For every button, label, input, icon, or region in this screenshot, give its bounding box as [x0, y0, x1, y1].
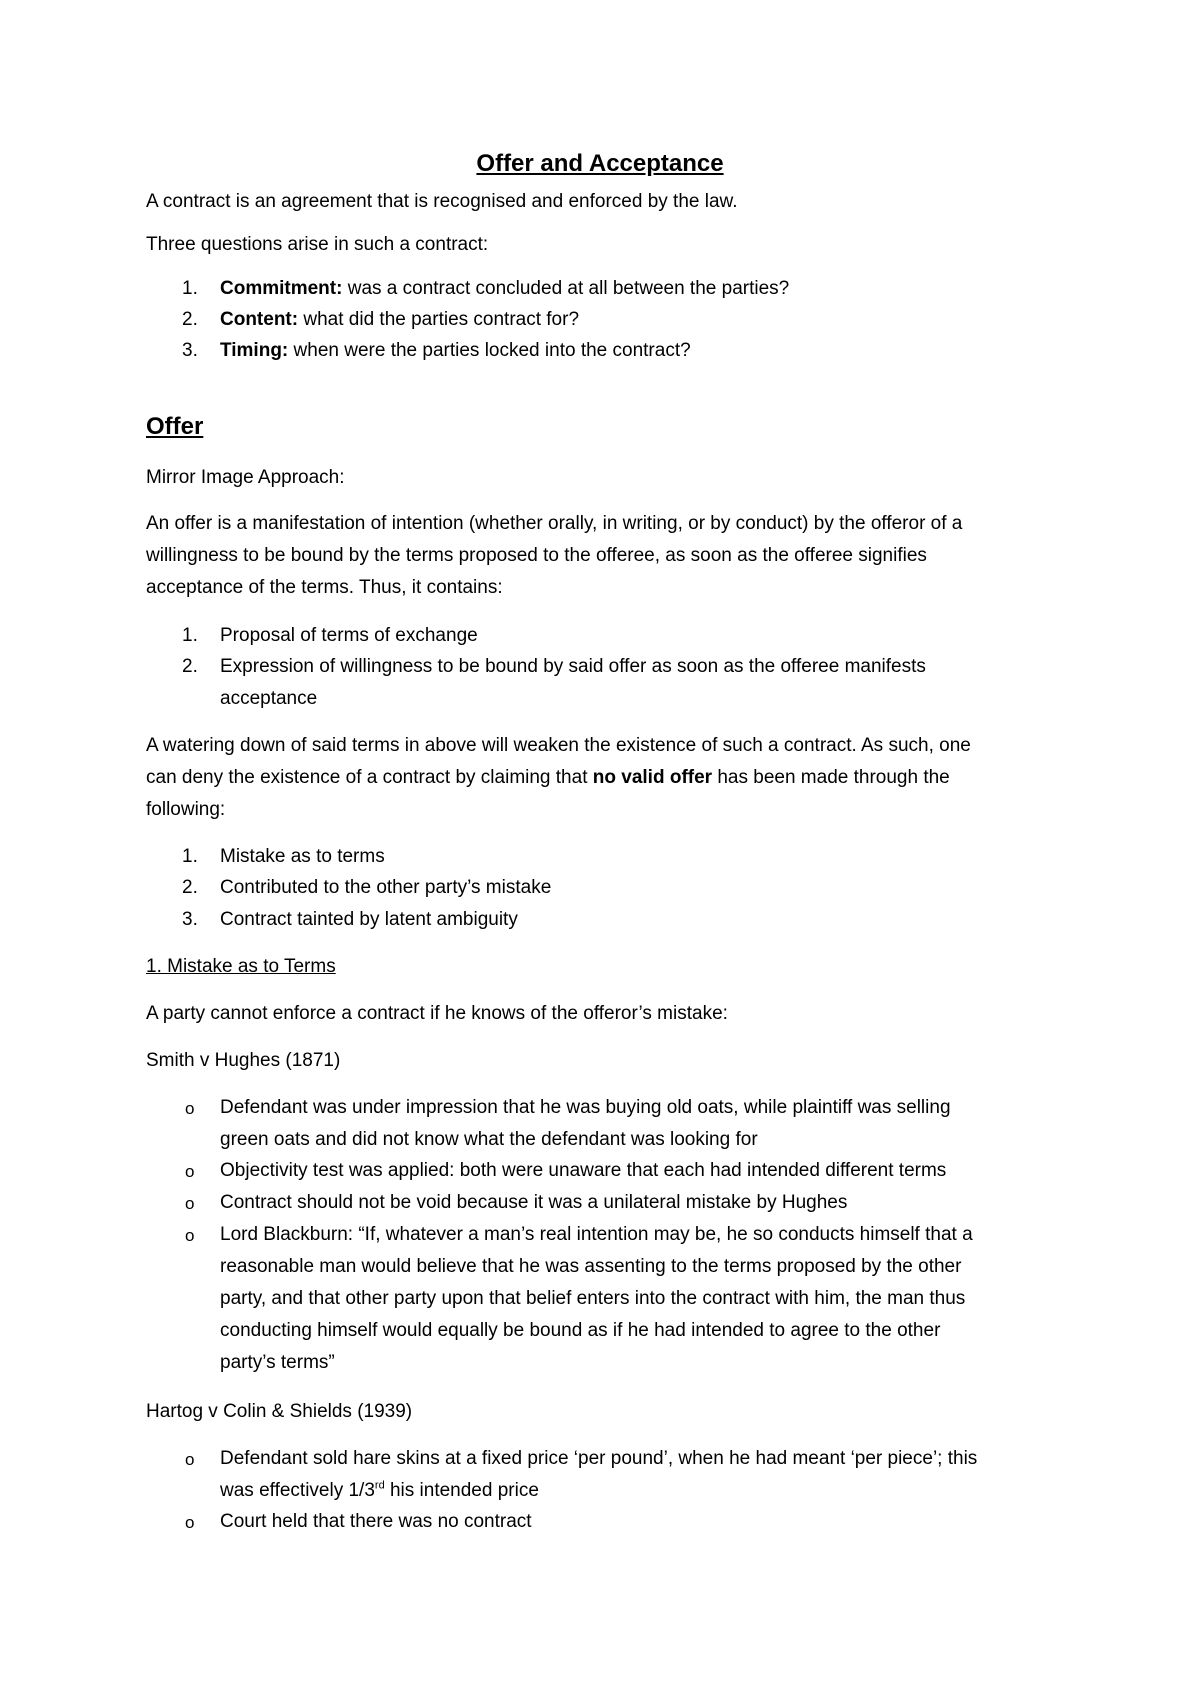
paragraph: Mirror Image Approach: [146, 467, 345, 488]
list-item: Proposal of terms of exchange [220, 625, 478, 646]
bullet-item: Contract should not be void because it was a unilateral mistake by Hughes [220, 1192, 848, 1213]
intro-paragraph: Three questions arise in such a contract: [146, 234, 489, 255]
bullet-item: Objectivity test was applied: both were unaware that each had intended different terms [220, 1160, 947, 1181]
superscript: rd [374, 1479, 385, 1492]
text-run: was effectively 1/3 [220, 1480, 375, 1501]
text-run: can deny the existence of a contract by claiming that [146, 767, 593, 788]
list-item-term: Commitment: [220, 278, 343, 299]
list-item-term: Content: [220, 309, 299, 330]
list-number: 3. [182, 909, 198, 930]
list-item-text: what did the parties contract for? [298, 309, 580, 330]
bullet-marker: o [185, 1099, 195, 1118]
list-item-continuation: acceptance [220, 688, 318, 709]
list-number: 2. [182, 877, 198, 898]
list-item [220, 308, 579, 332]
list-number: 3. [182, 340, 198, 361]
bullet-marker: o [185, 1226, 195, 1245]
list-item-text: was a contract concluded at all between the parties? [342, 278, 790, 299]
text-run: has been made through the [712, 767, 950, 788]
text-run: his intended price [384, 1480, 539, 1501]
list-number: 1. [182, 846, 198, 867]
bullet-item: Court held that there was no contract [220, 1511, 532, 1532]
paragraph-line: An offer is a manifestation of intention (whether orally, in writing, or by conduct) by the offeror of a [146, 513, 963, 534]
bullet-marker: o [185, 1513, 195, 1532]
bullet-item-continuation: reasonable man would believe that he was assenting to the terms proposed by the other [220, 1256, 962, 1277]
paragraph-line [146, 766, 950, 790]
bullet-marker: o [185, 1194, 195, 1213]
list-number: 2. [182, 656, 198, 677]
list-item-text: when were the parties locked into the contract? [288, 340, 691, 361]
list-item: Expression of willingness to be bound by said offer as soon as the offeree manifests [220, 656, 926, 677]
paragraph-line: willingness to be bound by the terms proposed to the offeree, as soon as the offeree signifies [146, 545, 927, 566]
bullet-item: Lord Blackburn: “If, whatever a man’s real intention may be, he so conducts himself that a [220, 1224, 973, 1245]
case-name: Hartog v Colin & Shields (1939) [146, 1401, 413, 1422]
bullet-marker: o [185, 1162, 195, 1181]
bullet-item-continuation: green oats and did not know what the defendant was looking for [220, 1129, 758, 1150]
section-heading: Offer [146, 413, 204, 440]
paragraph-line: following: [146, 799, 226, 820]
list-item-term: Timing: [220, 340, 289, 361]
list-item: Contributed to the other party’s mistake [220, 877, 552, 898]
intro-paragraph: A contract is an agreement that is recognised and enforced by the law. [146, 191, 738, 212]
paragraph-line: acceptance of the terms. Thus, it contains: [146, 577, 503, 598]
subsection-heading: 1. Mistake as to Terms [146, 956, 336, 977]
list-item [220, 339, 691, 363]
list-number: 1. [182, 278, 198, 299]
list-item: Mistake as to terms [220, 846, 385, 867]
list-number: 1. [182, 625, 198, 646]
bullet-item: Defendant was under impression that he was buying old oats, while plaintiff was selling [220, 1097, 951, 1118]
bold-text-run: no valid offer [592, 767, 713, 788]
paragraph: A party cannot enforce a contract if he knows of the offeror’s mistake: [146, 1003, 728, 1024]
paragraph-line: A watering down of said terms in above will weaken the existence of such a contract. As such, one [146, 735, 971, 756]
document-title: Offer and Acceptance [476, 150, 724, 177]
bullet-item-continuation: conducting himself would equally be bound as if he had intended to agree to the other [220, 1320, 941, 1341]
bullet-item-continuation: party, and that other party upon that belief enters into the contract with him, the man thus [220, 1288, 966, 1309]
bullet-item-continuation: party’s terms” [220, 1352, 335, 1373]
case-name: Smith v Hughes (1871) [146, 1050, 341, 1071]
list-item: Contract tainted by latent ambiguity [220, 909, 518, 930]
bullet-item: Defendant sold hare skins at a fixed price ‘per pound’, when he had meant ‘per piece’; this [220, 1448, 978, 1469]
list-item [220, 277, 789, 301]
list-number: 2. [182, 309, 198, 330]
bullet-marker: o [185, 1450, 195, 1469]
bullet-item-continuation [220, 1479, 539, 1503]
